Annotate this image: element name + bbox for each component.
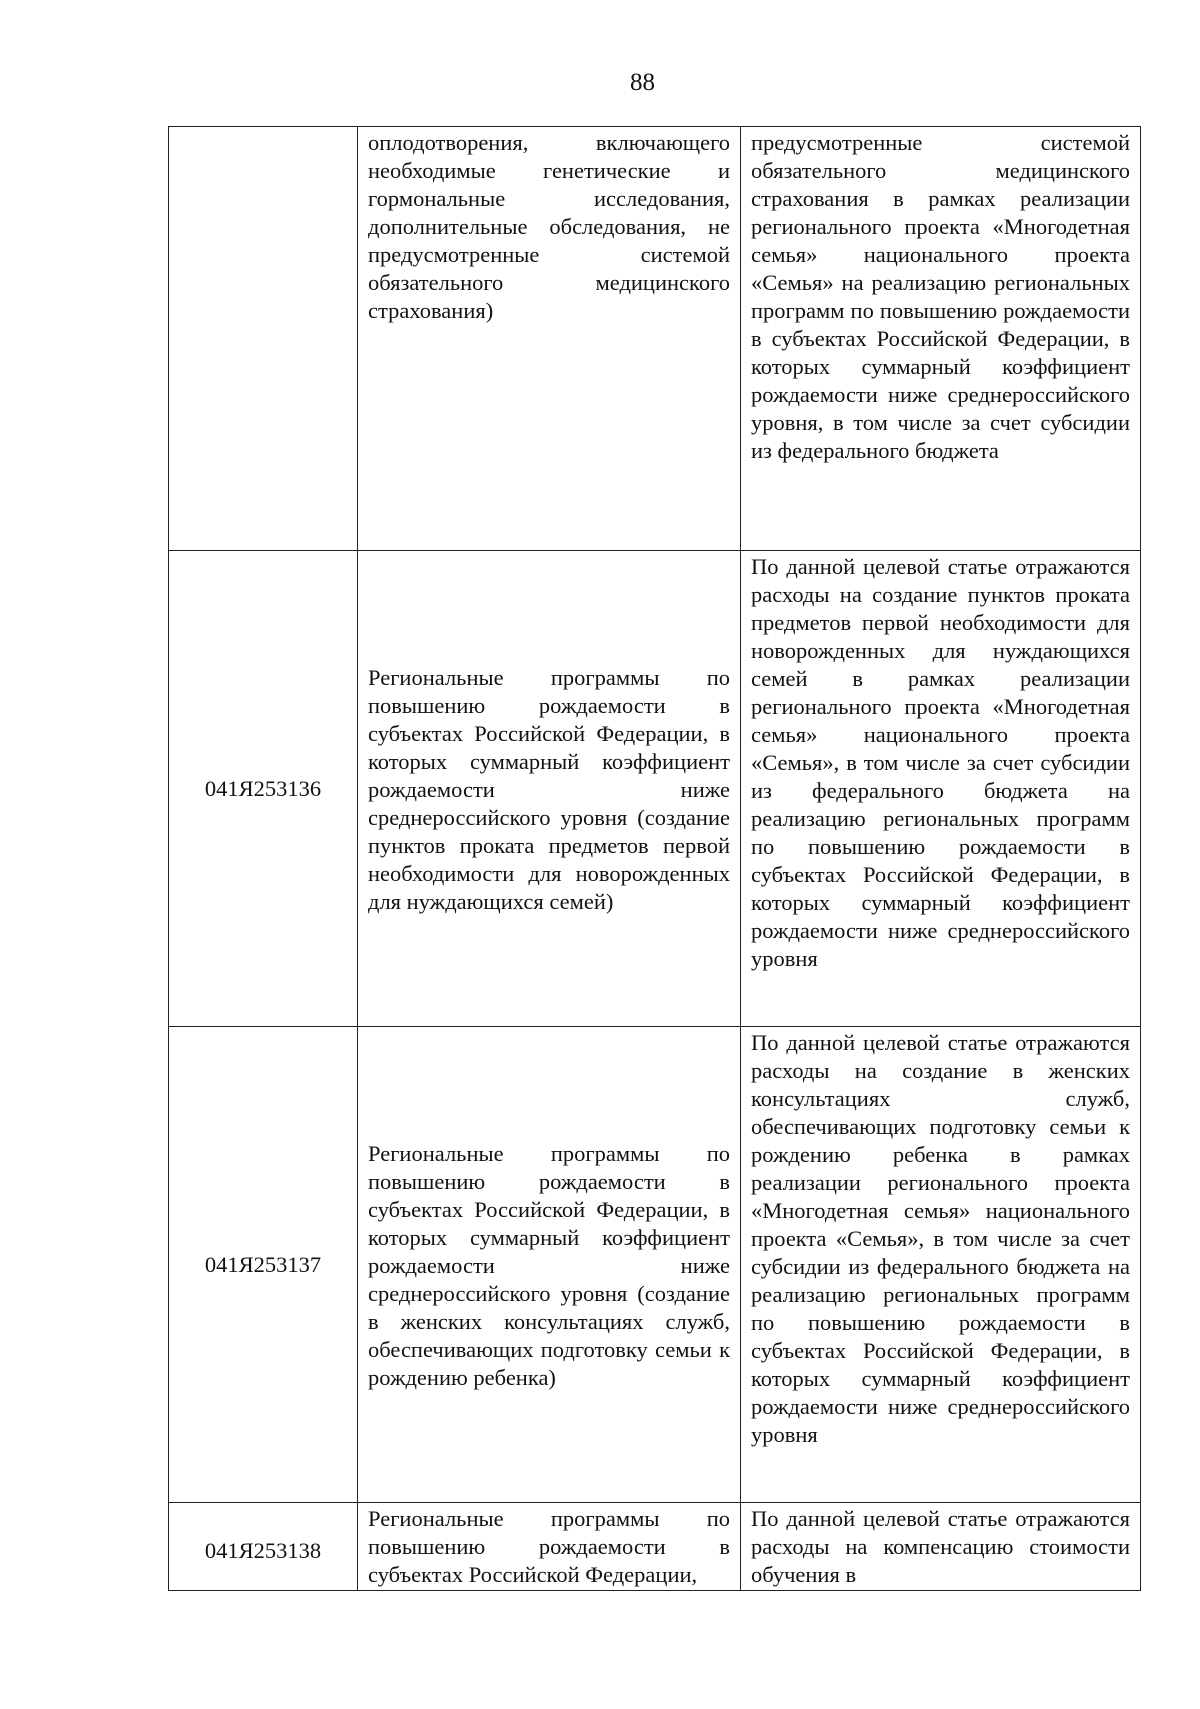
code-cell: 041Я253137 — [169, 1027, 358, 1503]
description-cell: По данной целевой статье отражаются расходы на создание пунктов проката предметов первой необходимости для новорожденных для нуждающихся семей в рамках реализации регионального проекта «Многодетная семья» национального проекта «Семья», в том числе за счет субсидии из федерального бюджета на реализацию региональных программ по повышению рождаемости в субъектах Российской Федерации, в которых суммарный коэффициент рождаемости ниже среднероссийского уровня — [741, 551, 1141, 1027]
page-number: 88 — [630, 69, 655, 96]
code-cell — [169, 127, 358, 551]
table-row — [169, 1027, 1141, 1503]
code-cell: 041Я253136 — [169, 551, 358, 1027]
code-cell: 041Я253138 — [169, 1503, 358, 1591]
name-cell: Региональные программы по повышению рождаемости в субъектах Российской Федерации, в которых суммарный коэффициент рождаемости ниже среднероссийского уровня (создание пунктов проката предметов первой необходимости для новорожденных для нуждающихся семей) — [358, 551, 741, 1027]
budget-classification-table — [168, 126, 1141, 1591]
table-row — [169, 1503, 1141, 1591]
table-row — [169, 127, 1141, 551]
name-cell: Региональные программы по повышению рождаемости в субъектах Российской Федерации, в которых суммарный коэффициент рождаемости ниже среднероссийского уровня (создание в женских консультациях служб, обеспечивающих подготовку семьи к рождению ребенка) — [358, 1027, 741, 1503]
description-cell: По данной целевой статье отражаются расходы на создание в женских консультациях служб, обеспечивающих подготовку семьи к рождению ребенка в рамках реализации регионального проекта «Многодетная семья» национального проекта «Семья», в том числе за счет субсидии из федерального бюджета на реализацию региональных программ по повышению рождаемости в субъектах Российской Федерации, в которых суммарный коэффициент рождаемости ниже среднероссийского уровня — [741, 1027, 1141, 1503]
description-cell: предусмотренные системой обязательного медицинского страхования в рамках реализации регионального проекта «Многодетная семья» национального проекта «Семья» на реализацию региональных программ по повышению рождаемости в субъектах Российской Федерации, в которых суммарный коэффициент рождаемости ниже среднероссийского уровня, в том числе за счет субсидии из федерального бюджета — [741, 127, 1141, 551]
description-cell: По данной целевой статье отражаются расходы на компенсацию стоимости обучения в — [741, 1503, 1141, 1591]
name-cell: Региональные программы по повышению рождаемости в субъектах Российской Федерации, — [358, 1503, 741, 1591]
table-row — [169, 551, 1141, 1027]
name-cell: оплодотворения, включающего необходимые генетические и гормональные исследования, дополнительные обследования, не предусмотренные системой обязательного медицинского страхования) — [358, 127, 741, 551]
